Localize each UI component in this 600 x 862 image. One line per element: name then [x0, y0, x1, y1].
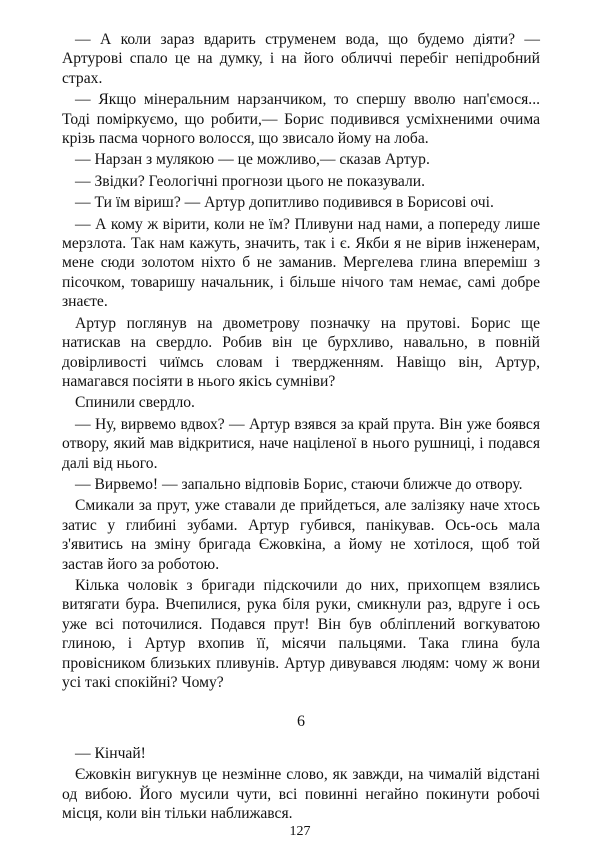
paragraph: Спинили свердло. — [75, 394, 195, 412]
paragraph: Смикали за прут, уже ставали де прийдеться, але залізяку наче хтось затис у глибині зубами. Артур губився, панікував. Ось-ось мала з'явитись на зміну бригада Єжовкіна, а йому не хотілося, щоб той застав його за роботою. — [62, 497, 540, 573]
paragraph: Кілька чоловік з бригади підскочили до них, прихопцем взялись витягати бура. Вчепилися, рука біля руки, смикнули раз, вдруге і ось уже всі поточилися. Подався прут! Він був обліплений вогкуватою глиною, і Артур вхопив її, місячи пальцями. Така глина була провісником близьких пливунів. Артур дивувався людям: чому ж вони усі такі спокійні? Чому? — [62, 576, 540, 691]
paragraph: — Якщо мінеральним нарзанчиком, то спершу вволю нап'ємося... Тоді поміркуємо, що робити,— Борис подивився усміхненими очима крізь пасма чорного волосся, що звисало йому на лоба. — [62, 91, 540, 148]
book-page — [62, 30, 540, 823]
paragraph: — А коли зараз вдарить струменем вода, що будемо діяти? — Артурові спало це на думку, і на його обличчі перебіг непідробний страх. — [62, 31, 540, 87]
paragraph: — Кінчай! — [75, 745, 146, 762]
paragraph: — Вирвемо! — запально відповів Борис, стаючи ближче до отвору. — [75, 475, 523, 493]
paragraph: Єжовкін вигукнув це незмінне слово, як завжди, на чималій відстані од вибою. Його мусили чути, всі повинні негайно покинути робочі місця, коли він тільки наближався. — [62, 766, 540, 823]
paragraph: — Нарзан з мулякою — це можливо,— сказав Артур. — [75, 151, 430, 169]
paragraph: — Ти їм віриш? — Артур допитливо подивився в Борисові очі. — [75, 194, 494, 212]
paragraph: — А кому ж вірити, коли не їм? Пливуни над нами, а попереду лише мерзлота. Так нам кажуть, значить, так і є. Якби я не вірив інженерам, мене сюди золотом ніхто б не заманив. Мергелева глина впереміш з пісочком, товаришу начальник, і більше нічого там немає, самі добре знаєте. — [62, 215, 540, 311]
page-number: 127 — [289, 824, 311, 839]
paragraph: — Звідки? Геологічні прогнози цього не показували. — [75, 172, 426, 190]
paragraph: — Ну, вирвемо вдвох? — Артур взявся за край прута. Він уже боявся отвору, який мав відкритися, наче націленої в нього рушниці, і подався далі від нього. — [62, 415, 540, 472]
chapter-body — [62, 744, 540, 826]
paragraph: Артур поглянув на двометрову позначку на прутові. Борис ще натискав на свердло. Робив він це бурхливо, навально, в повній довірливості чиїмсь словам і твердженням. Навіщо він, Артур, намагався посіяти в нього якісь сумніви? — [62, 314, 540, 390]
chapter-number: 6 — [297, 713, 305, 730]
